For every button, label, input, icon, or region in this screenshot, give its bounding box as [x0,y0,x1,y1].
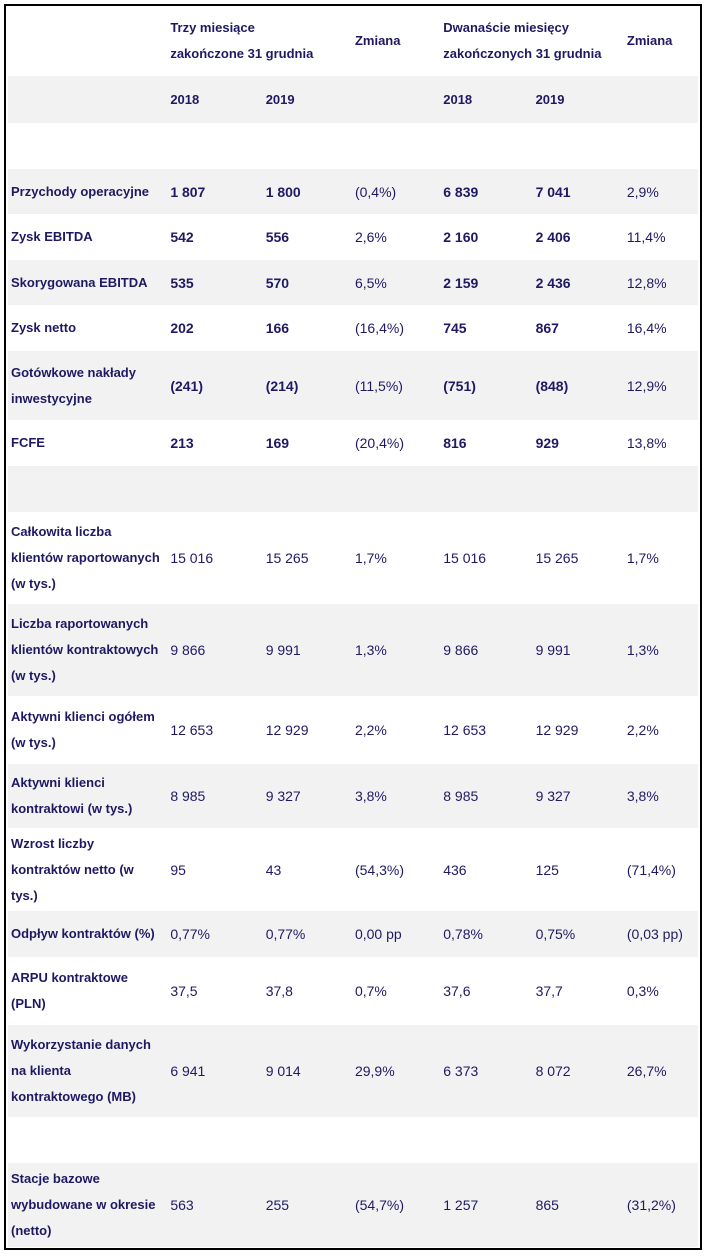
period-value: 2 406 [535,229,571,245]
period-value: 8 985 [443,788,479,804]
report-table-frame [4,4,702,1250]
row-label: Odpływ kontraktów (%) [11,926,155,941]
header-year-2018-annual: 2018 [443,91,473,107]
change-value: (0,4%) [354,183,397,200]
change-value: 2,9% [626,183,659,200]
row-label: FCFE [11,435,45,450]
period-value: 7 041 [535,183,571,200]
header-year-2019-annual: 2019 [535,91,565,107]
change-value: 16,4% [626,320,667,336]
period-value: 556 [265,229,290,245]
header-year-change: Zmiana [626,33,673,48]
row-label [8,123,168,169]
table-row [8,260,698,305]
change-value: 6,5% [354,274,387,291]
period-value: 9 991 [535,642,571,658]
table-row [8,828,698,911]
period-value: 15 016 [170,550,214,566]
period-value [534,1117,625,1163]
period-value: 6 941 [170,1063,206,1079]
period-value [264,466,353,512]
change-value: (54,3%) [354,861,404,878]
period-value: 6 839 [443,183,479,200]
period-value [441,1117,533,1163]
period-value: 125 [535,861,559,878]
period-value: 867 [535,320,559,336]
period-value: 12 929 [535,722,579,738]
change-value [353,466,441,512]
period-value: 9 866 [170,642,206,658]
header-year-2019-quarter: 2019 [265,91,295,107]
table-body [8,123,698,1247]
table-row [8,169,698,214]
table-row [8,1025,698,1117]
period-value: 6 373 [443,1063,479,1079]
period-value [168,123,263,169]
period-value: 9 991 [265,642,301,658]
change-value: 0,00 pp [354,926,402,942]
period-value [441,466,533,512]
period-value: 9 327 [535,788,571,804]
change-value: 0,3% [626,983,659,999]
change-value [625,466,698,512]
table-row [8,512,698,604]
change-value: (54,7%) [354,1197,404,1213]
row-label: Zysk netto [11,320,77,335]
table-row [8,764,698,828]
change-value: 29,9% [354,1063,395,1079]
period-value: 37,7 [535,983,563,999]
header-years-row [8,76,698,123]
period-value: 37,5 [170,983,198,999]
change-value [353,1117,441,1163]
change-value: 1,3% [626,642,659,658]
row-label: Aktywni klienci ogółem (w tys.) [11,709,155,750]
row-label: ARPU kontraktowe (PLN) [11,970,129,1011]
period-value [168,466,263,512]
row-label: Skorygowana EBITDA [11,274,148,290]
period-value [534,123,625,169]
spacer-row [8,1117,698,1163]
period-value: 12 653 [170,722,214,738]
change-value: 2,6% [354,229,387,245]
header-empty-cell [8,76,168,123]
change-value: 1,7% [354,550,387,566]
change-value [625,123,698,169]
table-row [8,351,698,420]
row-label [8,466,168,512]
header-year-period [441,6,625,76]
spacer-row [8,466,698,512]
period-value: (751) [443,377,476,394]
period-value [441,123,533,169]
period-value: 535 [170,274,194,291]
change-value: 11,4% [626,229,666,245]
header-year-period-label: Dwanaście miesięcy zakończonych 31 grudnia [443,20,602,61]
period-value: 0,77% [170,926,211,942]
period-value: 202 [170,320,194,336]
row-label: Liczba raportowanych klientów kontraktowych (w tys.) [11,616,159,683]
period-value: 1 800 [265,183,301,200]
period-value: 542 [170,229,194,245]
period-value: 436 [443,861,467,878]
period-value: 166 [265,320,290,336]
change-value: 26,7% [626,1063,667,1079]
period-value: 213 [170,435,194,451]
header-period-row [8,6,698,76]
change-value: 1,3% [354,642,387,658]
change-value: 3,8% [354,788,387,804]
change-value: (11,5%) [354,377,403,394]
header-quarter-change: Zmiana [354,33,401,48]
change-value: (20,4%) [354,435,404,451]
change-value: 2,2% [626,722,659,738]
period-value [168,1117,263,1163]
period-value: 95 [170,861,186,878]
period-value: 37,6 [443,983,471,999]
period-value [264,123,353,169]
change-value: (31,2%) [626,1197,676,1213]
table-row [8,214,698,260]
change-value [353,123,441,169]
table-row [8,420,698,466]
table-row [8,305,698,351]
period-value: 43 [265,861,282,878]
header-quarter-period [168,6,353,76]
period-value: (241) [170,377,203,394]
row-label: Zysk EBITDA [11,229,93,244]
period-value: 2 159 [443,274,479,291]
period-value: 1 257 [443,1197,479,1213]
change-value: 12,9% [626,377,667,394]
period-value: 9 327 [265,788,301,804]
header-empty-cell [353,76,441,123]
period-value: 563 [170,1197,194,1213]
row-label: Gotówkowe nakłady inwestycyjne [11,364,136,406]
period-value: 12 653 [443,722,487,738]
change-value: (71,4%) [626,861,676,878]
change-value [625,1117,698,1163]
row-label: Wzrost liczby kontraktów netto (w tys.) [11,835,134,903]
change-value: 2,2% [354,722,387,738]
period-value: 12 929 [265,722,309,738]
table-row [8,957,698,1025]
period-value: (848) [535,377,569,394]
row-label: Aktywni klienci kontraktowi (w tys.) [11,775,133,816]
table-row [8,696,698,764]
table-row [8,604,698,696]
period-value: 15 265 [265,550,309,566]
change-value: (0,03 pp) [626,926,683,942]
period-value: (214) [265,377,299,394]
period-value: 745 [443,320,467,336]
period-value: 1 807 [170,183,206,200]
period-value: 9 866 [443,642,479,658]
period-value: 15 265 [535,550,579,566]
period-value: 570 [265,274,290,291]
period-value: 8 985 [170,788,206,804]
financial-kpi-table [8,6,698,1247]
change-value: 12,8% [626,274,667,291]
table-row [8,1163,698,1247]
period-value: 8 072 [535,1063,571,1079]
period-value: 255 [265,1197,290,1213]
period-value: 169 [265,435,290,451]
header-year-2018-quarter: 2018 [170,91,200,107]
change-value: (16,4%) [354,320,404,336]
row-label [8,1117,168,1163]
period-value: 0,77% [265,926,306,942]
change-value: 3,8% [626,788,659,804]
period-value: 37,8 [265,983,293,999]
spacer-row [8,123,698,169]
change-value: 0,7% [354,983,387,999]
period-value: 0,75% [535,926,576,942]
table-row [8,911,698,957]
header-empty-cell [8,6,168,76]
period-value: 2 436 [535,274,571,291]
header-quarter-period-label: Trzy miesiące zakończone 31 grudnia [170,20,314,61]
change-value: 1,7% [626,550,659,566]
period-value: 929 [535,435,559,451]
row-label: Wykorzystanie danych na klienta kontraktowego (MB) [11,1037,151,1104]
header-empty-cell [625,76,698,123]
period-value: 0,78% [443,926,483,942]
period-value: 816 [443,435,467,451]
change-value: 13,8% [626,435,667,451]
row-label: Stacje bazowe wybudowane w okresie (netto) [11,1171,156,1238]
row-label: Przychody operacyjne [11,183,149,199]
period-value [264,1117,353,1163]
period-value: 2 160 [443,229,479,245]
period-value: 9 014 [265,1063,301,1079]
period-value: 865 [535,1197,559,1213]
period-value [534,466,625,512]
period-value: 15 016 [443,550,487,566]
row-label: Całkowita liczba klientów raportowanych (w tys.) [11,524,160,591]
